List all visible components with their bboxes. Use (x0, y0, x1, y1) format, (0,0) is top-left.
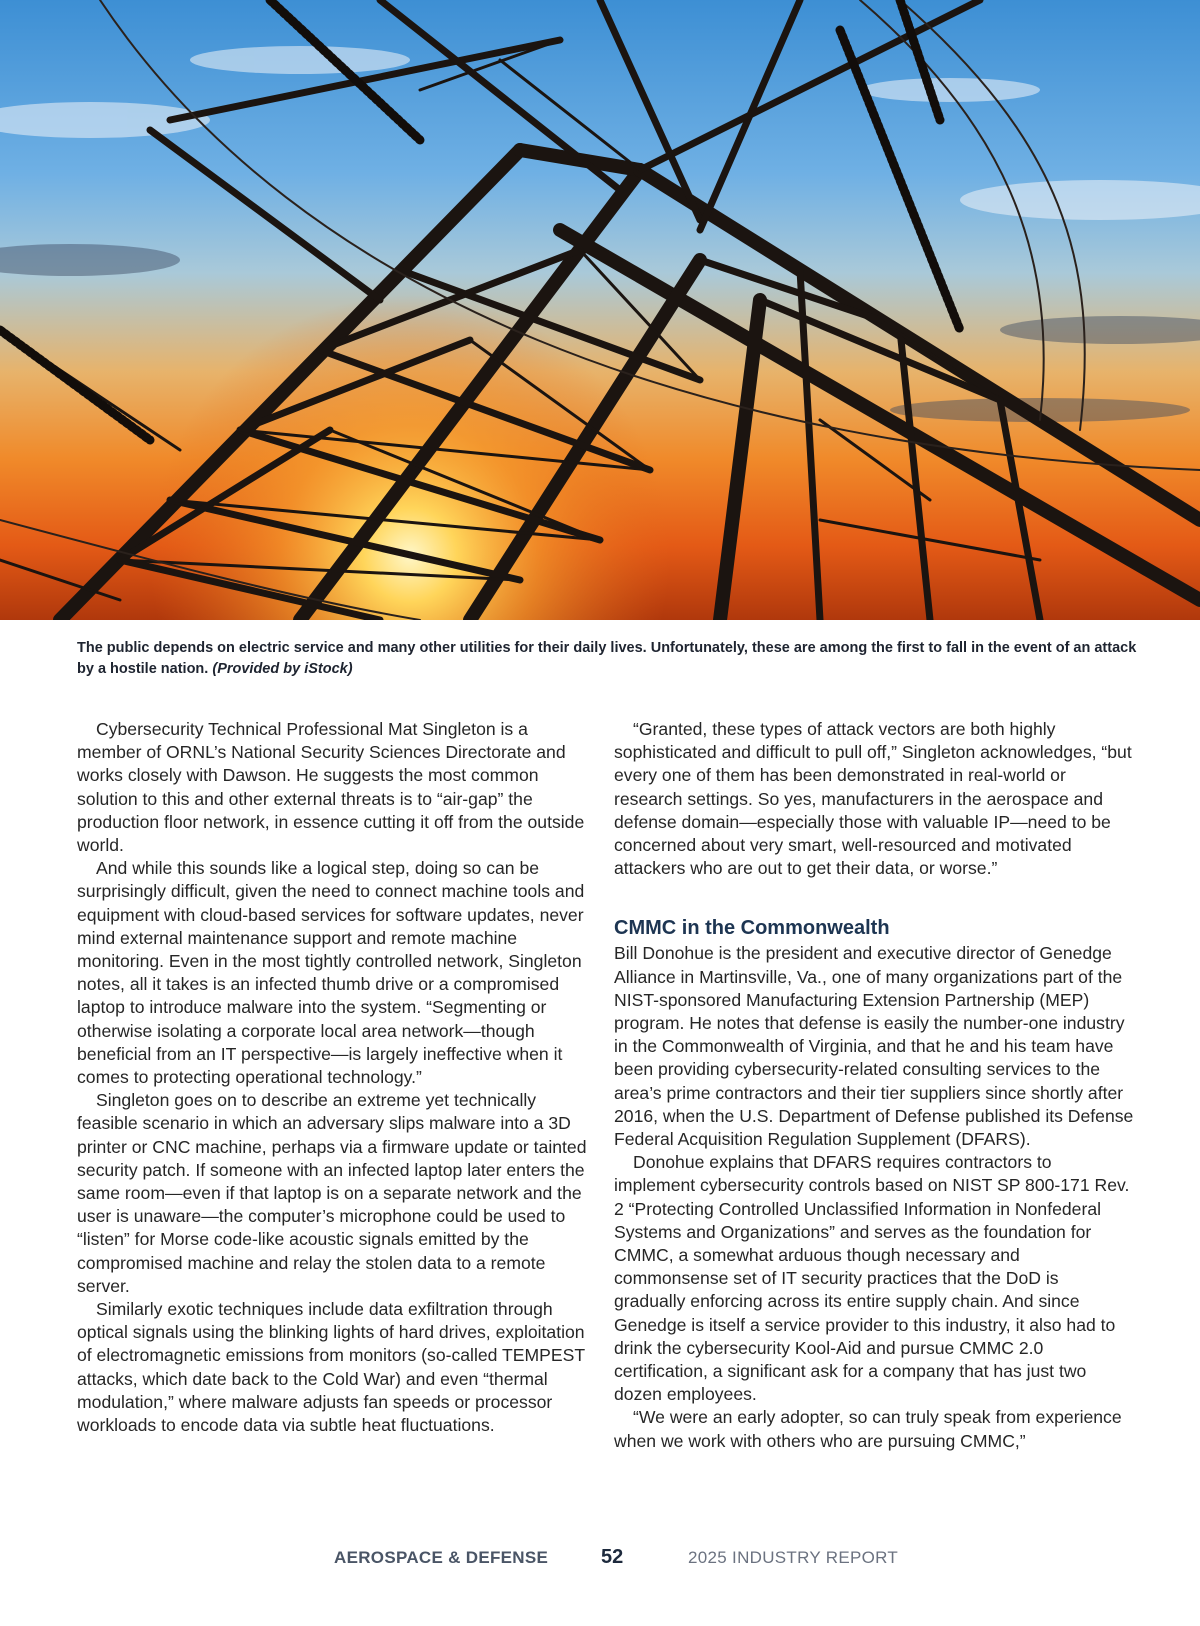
page-footer (0, 1548, 1200, 1572)
body-paragraph: “We were an early adopter, so can truly speak from experience when we work with others who are pursuing CMMC,” (614, 1407, 1122, 1451)
left-column (77, 718, 597, 1437)
body-paragraph: And while this sounds like a logical step, doing so can be surprisingly difficult, given the need to connect machine tools and equipment with cloud-based services for software updates, never mind external maintenance support and remote machine monitoring. Even in the most tightly controlled network, Singleton notes, all it takes is an infected thumb drive or a compromised laptop to introduce malware into the system. “Segmenting or otherwise isolating a corporate local area network—though beneficial from an IT perspective—is largely ineffective when it comes to protecting operational technology.” (77, 858, 585, 1088)
body-paragraph: Donohue explains that DFARS requires contractors to implement cybersecurity controls based on NIST SP 800-171 Rev. 2 “Protecting Controlled Unclassified Information in Nonfederal Systems and Organizations” and serves as the foundation for CMMC, a somewhat arduous though necessary and commonsense set of IT security practices that the DoD is gradually enforcing across its entire supply chain. And since Genedge is itself a service provider to this industry, it also had to drink the cybersecurity Kool-Aid and pursue CMMC 2.0 certification, a significant ask for a company that has just two dozen employees. (614, 1152, 1130, 1405)
caption-text: The public depends on electric service and many other utilities for their daily lives. Unfortunately, these are among the first to fall in the event of an attack by a hostile nation. (77, 640, 1137, 677)
caption-credit: (Provided by iStock) (212, 661, 353, 677)
body-paragraph: Singleton goes on to describe an extreme yet technically feasible scenario in which an adversary slips malware into a 3D printer or CNC machine, perhaps via a firmware update or tainted security patch. If someone with an infected laptop later enters the same room—even if that laptop is on a separate network and the user is unaware—the computer’s microphone could be used to “listen” for Morse code-like acoustic signals emitted by the compromised machine and relay the stolen data to a remote server. (77, 1090, 587, 1296)
photo-caption (77, 638, 1137, 680)
page-number: 52 (601, 1546, 624, 1568)
publication-name: AEROSPACE & DEFENSE (334, 1548, 549, 1567)
right-column (614, 718, 1134, 1453)
section-heading: CMMC in the Commonwealth (614, 917, 890, 940)
body-paragraph: Similarly exotic techniques include data exfiltration through optical signals using the blinking lights of hard drives, exploitation of electromagnetic emissions from monitors (so-called TEMPEST attacks, which date back to the Cold War) and even “thermal modulation,” where malware adjusts fan speeds or processor workloads to encode data via subtle heat fluctuations. (77, 1299, 585, 1436)
report-name: 2025 INDUSTRY REPORT (688, 1548, 899, 1567)
body-paragraph: “Granted, these types of attack vectors are both highly sophisticated and difficult to pull off,” Singleton acknowledges, “but every one of them has been demonstrated in real-world or research settings. So yes, manufacturers in the aerospace and defense domain—especially those with valuable IP—need to be concerned about very smart, well-resourced and motivated attackers who are out to get their data, or worse.” (614, 719, 1132, 879)
body-paragraph: Bill Donohue is the president and executive director of Genedge Alliance in Martinsville, Va., one of many organizations part of the NIST-sponsored Manufacturing Extension Partnership (MEP) program. He notes that defense is easily the number-one industry in the Commonwealth of Virginia, and that he and his team have been providing cybersecurity-related consulting services to the area’s prime contractors and their tier suppliers since shortly after 2016, when the U.S. Department of Defense published its Defense Federal Acquisition Regulation Supplement (DFARS). (614, 943, 1134, 1150)
hero-photo (0, 0, 1200, 620)
transmission-tower-illustration (0, 0, 1200, 620)
body-paragraph: Cybersecurity Technical Professional Mat Singleton is a member of ORNL’s National Security Sciences Directorate and works closely with Dawson. He suggests the most common solution to this and other external threats is to “air-gap” the production floor network, in essence cutting it off from the outside world. (77, 719, 585, 856)
